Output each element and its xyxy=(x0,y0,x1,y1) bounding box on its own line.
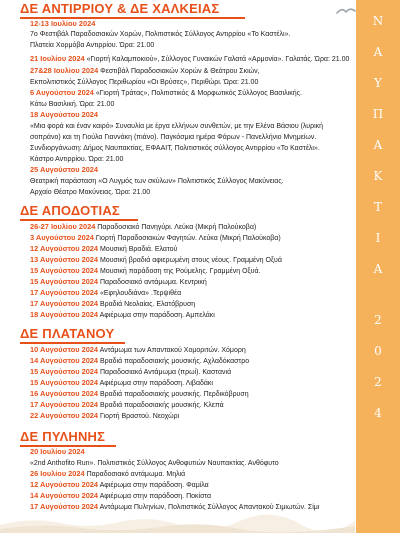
event-line: 7ο Φεστιβάλ Παραδοσιακών Χορών, Πολιτιστικός Σύλλογος Αντιρρίου «Το Καστέλι». xyxy=(30,31,291,38)
event-line: 27&28 Ιουλίου 2024 Φεστιβάλ Παραδοσιακών Χορών & Θεάτρου Σκιών, xyxy=(30,66,260,75)
sidebar-letter: Α xyxy=(373,138,383,152)
section-title-pylini: ΔΕ ΠΥΛΗΝΗΣ xyxy=(20,429,106,444)
event-line: 22 Αυγούστου 2024 Γιορτή Βραστού. Νεοχώρι xyxy=(30,411,180,420)
sidebar-letter: Τ xyxy=(373,200,382,214)
event-line: 18 Αυγούστου 2024 xyxy=(30,110,99,119)
event-line: 14 Αυγούστου 2024 Αφιέρωμα στην παράδοση. Ποκίστα xyxy=(30,491,212,500)
event-line: Θεατρική παράσταση «Ο Λυγμός των σκύλων» Πολιτιστικός Σύλλογος Μακύνειας. xyxy=(30,178,284,185)
event-line: 16 Αυγούστου 2024 Βραδιά παραδοσιακής μουσικής. Περδικόβρυση xyxy=(30,389,249,398)
event-line: Αρχαίο Θέατρο Μακύνειας. Ώρα: 21.00 xyxy=(30,189,151,196)
event-line: 12 Αυγούστου 2024 Αφιέρωμα στην παράδοση. Φαμίλα xyxy=(30,480,209,489)
event-line: 15 Αυγούστου 2024 Παραδοσιακό Αντάμωμα (πρωί). Καστανιά xyxy=(30,367,232,376)
sidebar-letter: Κ xyxy=(373,169,383,183)
sidebar-letter: Υ xyxy=(374,76,382,90)
event-line: 17 Αυγούστου 2024 «Εφηλουδιάνα» .Τερψιθέα xyxy=(30,288,182,297)
section-title-platanos: ΔΕ ΠΛΑΤΑΝΟΥ xyxy=(20,326,115,341)
event-line: 15 Αυγούστου 2024 Αφιέρωμα στην παράδοση. Λιβαδάκι xyxy=(30,378,213,387)
sidebar-letter: 4 xyxy=(374,406,382,420)
event-line: 26-27 Ιουλίου 2024 Παραδοσιακό Πανηγύρι. Λεύκα (Μικρή Παλούκοβα) xyxy=(30,222,257,231)
sidebar-letter: Α xyxy=(373,262,383,276)
event-line: 17 Αυγούστου 2024 Βραδιά παραδοσιακής μουσικής. Κλεπά xyxy=(30,400,224,409)
seagull-icon xyxy=(336,5,356,17)
event-line: Συνδιοργάνωση: Δήμος Ναυπακτίας, ΕΦΑΑΙΤ, Πολιτιστικός σύλλογος Αντιρρίου «Το Καστέλι». xyxy=(30,145,320,152)
event-line: 25 Αυγούστου 2024 xyxy=(30,165,99,174)
sidebar-letter: 2 xyxy=(374,375,382,389)
event-line: «Μια φορά και έναν καιρό» Συναυλία με έργα ελλήνων συνθετών, με την Ελένα Βάσιου (λυρική xyxy=(30,123,324,130)
event-line: σοπράνο) και τη Γιούλα Γιαννάκη (πιάνο). Παγκόσμια ημέρα Φάρων - Πανελλήνιο Μνημείων. xyxy=(30,134,317,141)
sidebar-letter: Α xyxy=(373,45,383,59)
event-line: 18 Αυγούστου 2024 Αφιέρωμα στην παράδοση. Αμπελάκι xyxy=(30,310,215,319)
event-line: 17 Αυγούστου 2024 Βραδιά Νεολαίας. Ελατόβρυση xyxy=(30,299,196,308)
event-line: Κάτω Βασιλική. Ώρα: 21.00 xyxy=(30,101,115,108)
event-line: 14 Αυγούστου 2024 Βραδιά παραδοσιακής μουσικής. Αχλαδόκαστρο xyxy=(30,356,250,365)
event-line: 15 Αυγούστου 2024 Παραδοσιακό αντάμωμα. Κεντρική xyxy=(30,277,207,286)
event-line: «2nd Anthofito Run». Πολιτιστικός Σύλλογος Ανθοφυτιών Ναυπακτίας. Ανθόφυτο xyxy=(30,460,279,467)
event-line: 21 Ιουλίου 2024 «Γιορτή Καλαμποκιού», Σύλλογος Γυναικών Γαλατά «Αρμονία». Γαλατάς. Ώρα: 21.00 xyxy=(30,54,350,63)
sidebar-band xyxy=(356,0,400,533)
section-title-apodotia: ΔΕ ΑΠΟΔΟΤΙΑΣ xyxy=(20,203,120,218)
event-line: 13 Αυγούστου 2024 Μουσική βραδιά αφιερωμένη στους νέους. Γραμμένη Οξυά xyxy=(30,255,282,264)
sidebar-letter: Π xyxy=(372,107,384,121)
event-line: 20 Ιουλίου 2024 xyxy=(30,447,85,456)
event-line: 12 Αυγούστου 2024 Μουσική Βραδιά. Ελατού xyxy=(30,244,178,253)
event-line: Εκπολιτιστικός Σύλλογος Περιθωρίου «Οι Βρύσες», Περιθώρι. Ώρα: 21.00 xyxy=(30,79,259,86)
sidebar-letter: Ν xyxy=(372,14,384,28)
event-line: Κάστρο Αντιρρίου. Ώρα: 21.00 xyxy=(30,156,124,163)
event-line: 26 Ιουλίου 2024 Παραδοσιακό αντάμωμα. Μηλιά xyxy=(30,469,186,478)
event-line: 15 Αυγούστου 2024 Μουσική παράδοση της Ρούμελης. Γραμμένη Οξυά. xyxy=(30,266,261,275)
sidebar-letter: 0 xyxy=(374,344,382,358)
event-line: 17 Αυγούστου 2024 Αντάμωμα Πυληνίων, Πολιτιστικός Σύλλογος Απαντακού Σιμιωτών. Σίμι xyxy=(30,502,320,511)
sidebar-letter: 2 xyxy=(374,313,382,327)
section-underline xyxy=(20,342,125,344)
section-title-antirrio: ΔΕ ΑΝΤΙΡΡΙΟΥ & ΔΕ ΧΑΛΚΕΙΑΣ xyxy=(20,1,220,16)
event-line: Πλατεία Χορμόβα Αντιρρίου. Ώρα: 21.00 xyxy=(30,42,155,49)
event-line: 6 Αυγούστου 2024 «Γιορτή Τράτας», Πολιτιστικός & Μορφωτικός Σύλλογος Βασιλικής. xyxy=(30,88,302,97)
event-line: 3 Αυγούστου 2024 Γιορτή Παραδοσιακών Φαγητών. Λεύκα (Μικρή Παλούκοβα) xyxy=(30,233,281,242)
event-line: 10 Αυγούστου 2024 Αντάμωμα των Απαντακού Χομοριτών. Χόμορη xyxy=(30,345,246,354)
sidebar-letter: Ι xyxy=(375,231,381,245)
section-underline xyxy=(20,219,138,221)
event-line: 12-13 Ιουλίου 2024 xyxy=(30,19,96,28)
foam-decoration xyxy=(0,503,355,533)
